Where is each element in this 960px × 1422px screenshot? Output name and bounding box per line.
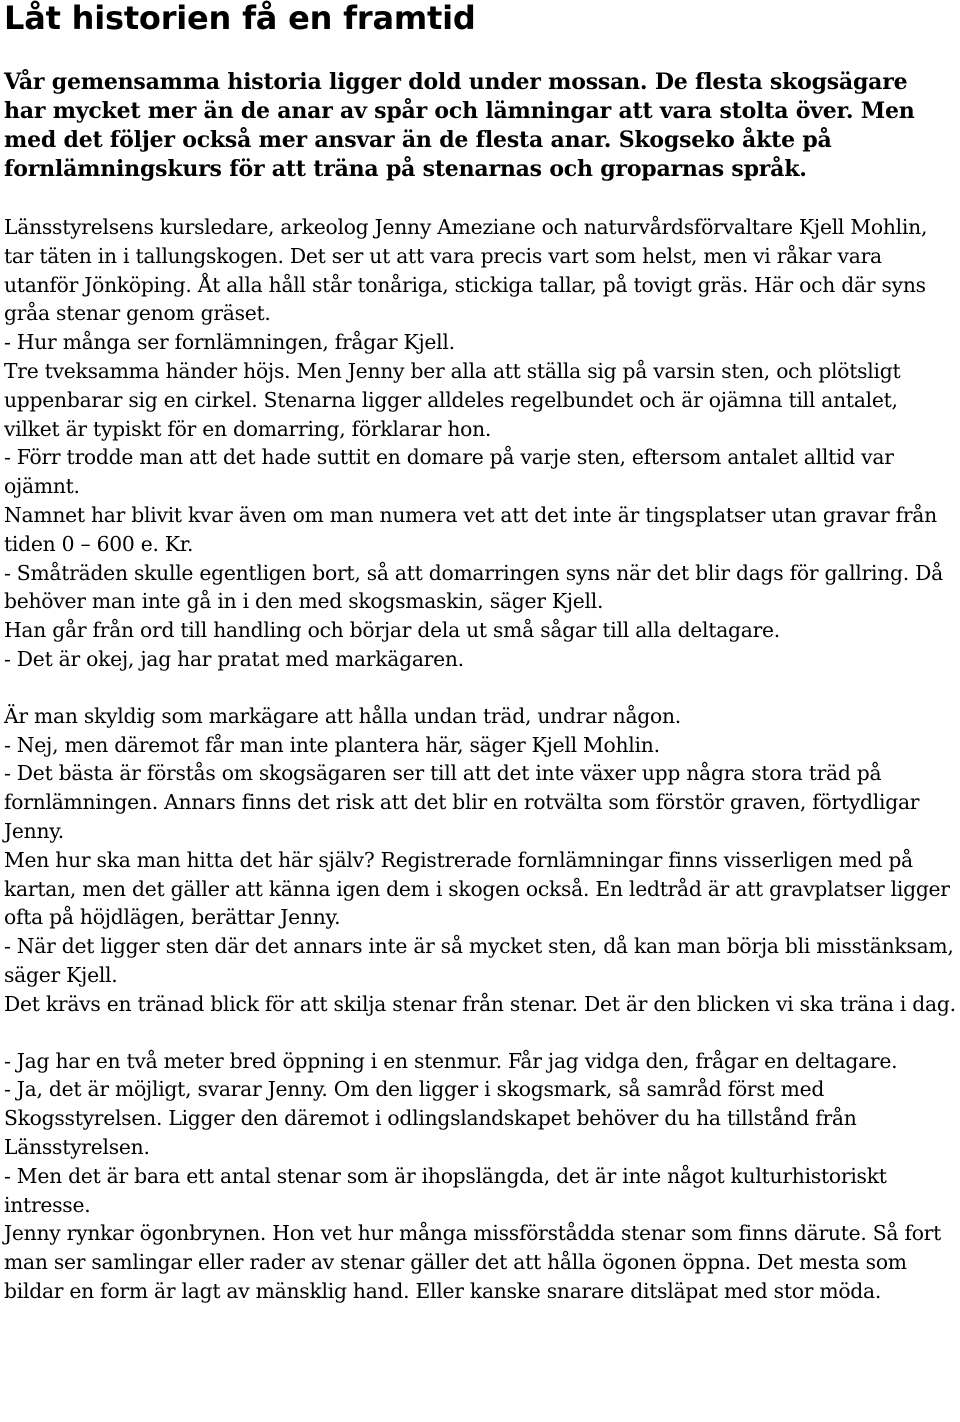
paragraph: Namnet har blivit kvar även om man numera vet att det inte är tingsplatser utan gravar från tiden 0 – 600 e. Kr.	[4, 502, 937, 556]
paragraph: Länsstyrelsens kursledare, arkeolog Jenny Ameziane och naturvårdsförvaltare Kjell Mohlin, tar täten in i tallungskogen. Det ser ut att vara precis vart som helst, men vi råkar vara utanför Jönköping. Åt alla håll står tonåriga, stickiga tallar, på tovigt gräs. Här och där syns gråa stenar genom gräset.	[4, 215, 928, 326]
paragraph: Det krävs en tränad blick för att skilja stenar från stenar. Det är den blicken vi ska träna i dag.	[4, 991, 956, 1016]
paragraph: Han går från ord till handling och börjar dela ut små sågar till alla deltagare.	[4, 618, 780, 643]
article-section-3	[4, 1047, 956, 1306]
paragraph: Men hur ska man hitta det här själv? Registrerade fornlämningar finns visserligen med på kartan, men det gäller att känna igen dem i skogen också. En ledtråd är att gravplatser ligger ofta på höjdlägen, berättar Jenny.	[4, 847, 950, 930]
paragraph: - När det ligger sten där det annars inte är så mycket sten, då kan man börja bli misstänksam, säger Kjell.	[4, 934, 954, 987]
paragraph: - Men det är bara ett antal stenar som är ihopslängda, det är inte något kulturhistoriskt intresse.	[4, 1163, 887, 1217]
paragraph: Jenny rynkar ögonbrynen. Hon vet hur många missförstådda stenar som finns därute. Så fort man ser samlingar eller rader av stenar gäller det att hålla ögonen öppna. Det mesta som bildar en form är lagt av mänsklig hand. Eller kanske snarare ditsläpat med stor möda.	[4, 1221, 941, 1303]
paragraph: - Det bästa är förstås om skogsägaren ser till att det inte växer upp några stora träd på fornlämningen. Annars finns det risk att det blir en rotvälta som förstör graven, förtydligar Jenny.	[4, 761, 920, 843]
paragraph: - Jag har en två meter bred öppning i en stenmur. Får jag vidga den, frågar en deltagare.	[4, 1048, 898, 1073]
paragraph: - Nej, men däremot får man inte plantera här, säger Kjell Mohlin.	[4, 732, 660, 757]
paragraph: - Hur många ser fornlämningen, frågar Kjell.	[4, 330, 455, 355]
paragraph: - Det är okej, jag har pratat med markägaren.	[4, 646, 464, 671]
article-section-1	[4, 213, 956, 674]
article-lead: Vår gemensamma historia ligger dold under mossan. De flesta skogsägare har mycket mer än de anar av spår och lämningar att vara stolta över. Men med det följer också mer ansvar än de flesta anar. Skogseko åkte på fornlämningskurs för att träna på stenarnas och groparnas språk.	[4, 69, 915, 182]
paragraph: - Småträden skulle egentligen bort, så att domarringen syns när det blir dags för gallring. Då behöver man inte gå in i den med skogsmaskin, säger Kjell.	[4, 560, 944, 614]
paragraph: - Förr trodde man att det hade suttit en domare på varje sten, eftersom antalet alltid var ojämnt.	[4, 445, 894, 499]
paragraph: Tre tveksamma händer höjs. Men Jenny ber alla att ställa sig på varsin sten, och plötsligt uppenbarar sig en cirkel. Stenarna ligger alldeles regelbundet och är ojämna till antalet, vilket är typiskt för en domarring, förklarar hon.	[4, 358, 901, 441]
paragraph: Är man skyldig som markägare att hålla undan träd, undrar någon.	[4, 703, 681, 728]
article-section-2	[4, 702, 956, 1019]
article-title: Låt historien få en framtid	[4, 0, 476, 37]
paragraph: - Ja, det är möjligt, svarar Jenny. Om den ligger i skogsmark, så samråd först med Skogsstyrelsen. Ligger den däremot i odlingslandskapet behöver du ha tillstånd från Länsstyrelsen.	[4, 1077, 857, 1159]
